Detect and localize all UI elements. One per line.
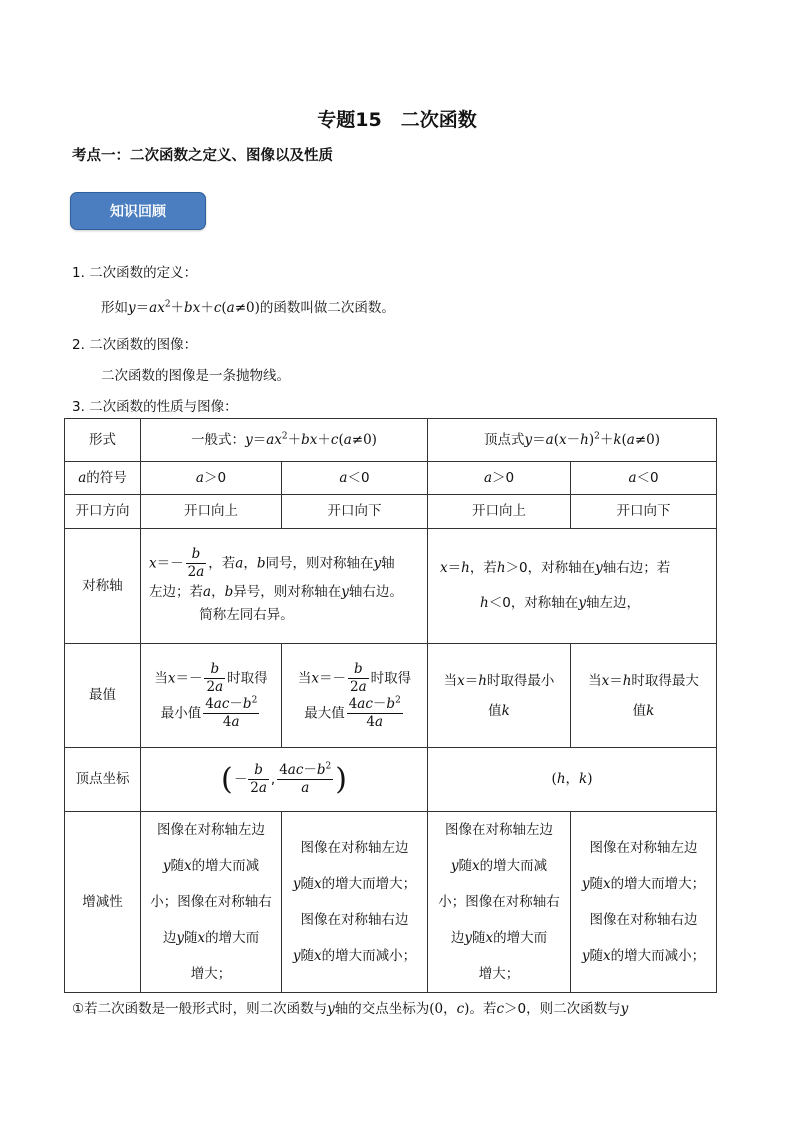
header-sign: a的符号 — [65, 462, 141, 495]
header-direction: 开口方向 — [65, 495, 141, 529]
header-vertex: 顶点坐标 — [65, 748, 141, 812]
mono-cell-4: 图像在对称轴左边 y随x的增大而增大； 图像在对称轴右边 y随x的增大而减小； — [571, 812, 717, 993]
direction-cell: 开口向上 — [141, 495, 282, 529]
mono-cell-3: 图像在对称轴左边 y随x的增大而减 小；图像在对称轴右 边y随x的增大而 增大； — [428, 812, 571, 993]
axis-general-cell: x＝－ $\frac{b}{2a}$ ，若a，b同号，则对称轴在y轴 左边；若a，b异号，则对称轴在y轴右边。 简称左同右异。 — [141, 529, 428, 644]
vertex-general-cell: (－ $\frac{b}{2a}$ , $\frac{4ac-b^2}{a}$ ) — [141, 748, 428, 812]
header-monotonic: 增减性 — [65, 812, 141, 993]
sign-cell: a＜0 — [571, 462, 717, 495]
header-form: 形式 — [65, 419, 141, 462]
extreme-min-cell: 当x＝－ $\frac{b}{2a}$ 时取得 最小值 $\frac{4ac-b^2}{4a}$ — [141, 644, 282, 748]
extreme-vertex-max-cell: 当x＝h时取得最大 值k — [571, 644, 717, 748]
direction-cell: 开口向下 — [571, 495, 717, 529]
item-2-body: 二次函数的图像是一条抛物线。 — [101, 368, 290, 384]
footnote: ①若二次函数是一般形式时，则二次函数与y轴的交点坐标为(0，c)。若c＞0，则二次函数与y — [72, 1001, 629, 1017]
header-axis: 对称轴 — [65, 529, 141, 644]
item-1-heading: 1. 二次函数的定义： — [72, 265, 198, 281]
vertex-vertex-cell: (h，k) — [428, 748, 717, 812]
item-3-heading: 3. 二次函数的性质与图像： — [72, 399, 238, 415]
axis-vertex-cell: x＝h，若h＞0，对称轴在y轴右边；若 h＜0，对称轴在y轴左边， — [428, 529, 717, 644]
vertex-form-cell: 顶点式$y=a(x-h)^2+k(a\ne 0)$ — [428, 419, 717, 462]
extreme-vertex-min-cell: 当x＝h时取得最小 值k — [428, 644, 571, 748]
mono-cell-2: 图像在对称轴左边 y随x的增大而增大； 图像在对称轴右边 y随x的增大而减小； — [282, 812, 428, 993]
table-row — [65, 462, 717, 495]
properties-table — [64, 418, 717, 993]
table-row — [65, 495, 717, 529]
mono-cell-1: 图像在对称轴左边 y随x的增大而减 小；图像在对称轴右 边y随x的增大而 增大； — [141, 812, 282, 993]
table-row — [65, 644, 717, 748]
extreme-max-cell: 当x＝－ $\frac{b}{2a}$ 时取得 最大值 $\frac{4ac-b^2}{4a}$ — [282, 644, 428, 748]
table-row — [65, 812, 717, 993]
direction-cell: 开口向下 — [282, 495, 428, 529]
general-form-cell: 一般式：$y=ax^2+bx+c(a\ne 0)$ — [141, 419, 428, 462]
table-row — [65, 529, 717, 644]
knowledge-review-badge: 知识回顾 — [70, 192, 206, 230]
item-2-heading: 2. 二次函数的图像： — [72, 337, 198, 353]
sign-cell: a＞0 — [141, 462, 282, 495]
item-1-body: 形如$y=ax^2+bx+c(a\ne 0)$的函数叫做二次函数。 — [101, 299, 395, 316]
direction-cell: 开口向上 — [428, 495, 571, 529]
table-row — [65, 419, 717, 462]
sign-cell: a＞0 — [428, 462, 571, 495]
page-title: 专题15 二次函数 — [317, 109, 477, 131]
sign-cell: a＜0 — [282, 462, 428, 495]
table-row — [65, 748, 717, 812]
header-extreme: 最值 — [65, 644, 141, 748]
section-subtitle: 考点一：二次函数之定义、图像以及性质 — [72, 148, 333, 164]
